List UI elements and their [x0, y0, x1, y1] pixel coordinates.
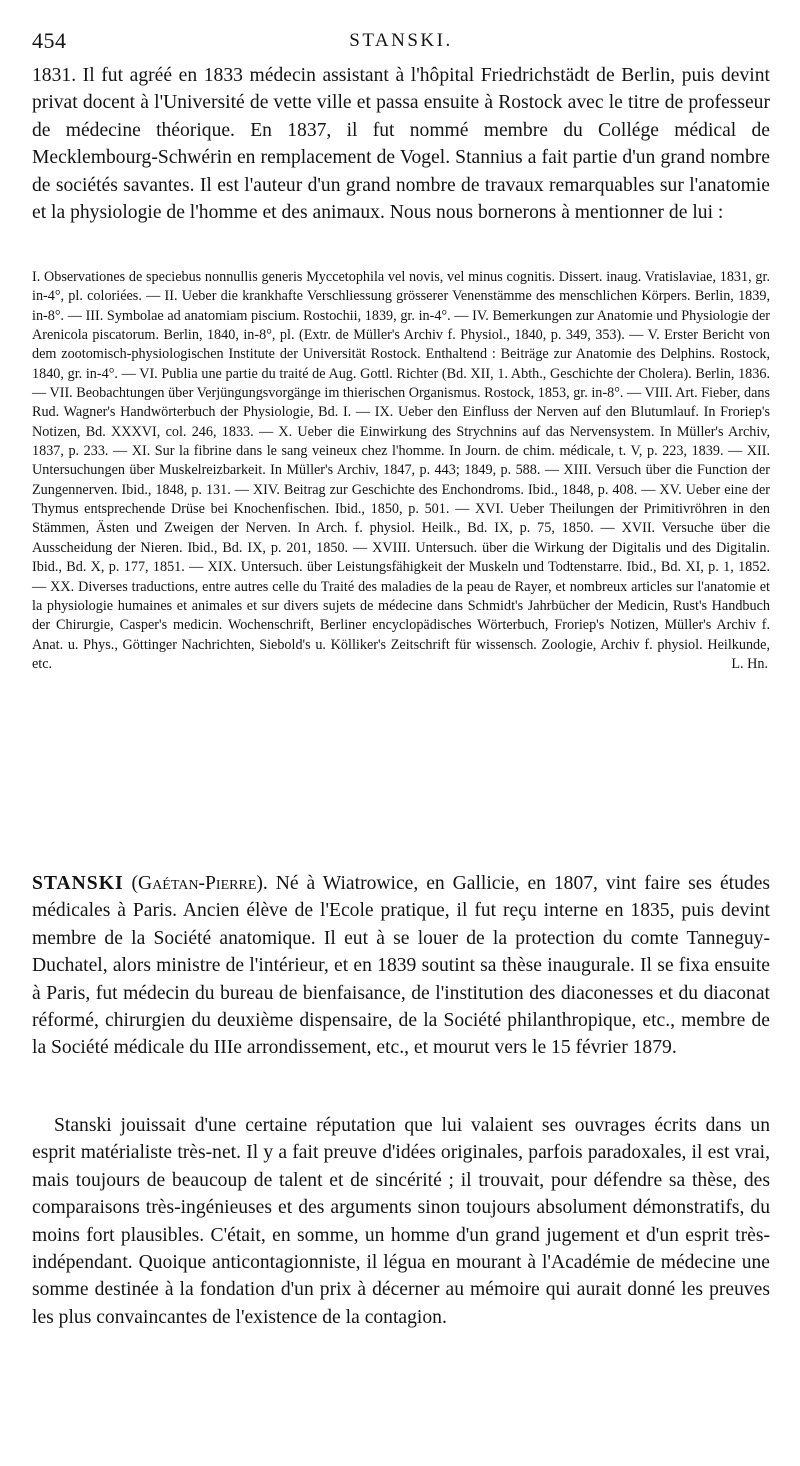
author-signature: L. Hn. — [731, 656, 768, 673]
stannius-continuation-paragraph: 1831. Il fut agréé en 1833 médecin assistant à l'hôpital Friedrichstädt de Berlin, puis devint privat docent à l'Université de vette ville et passa ensuite à Rostock avec le titre de professeur de médecine théorique. En 1837, il fut nommé membre du Collége médical de Mecklembourg-Schwérin en remplacement de Vogel. Stannius a fait partie d'un grand nombre de sociétés savantes. Il est l'auteur d'un grand nombre de travaux remarquables sur l'anatomie et la physiologie de l'homme et des animaux. Nous nous bornerons à mentionner de lui : — [32, 65, 770, 224]
stanski-assessment-paragraph: Stanski jouissait d'une certaine réputation que lui valaient ses ouvrages écrits dans un esprit matérialiste très-net. Il y a fait preuve d'idées originales, parfois paradoxales, il est vrai, mais toujours de beaucoup de talent et de sincérité ; il trouvait, pour défendre sa thèse, des comparaisons très-ingénieuses et des arguments sinon toujours absolument démonstratifs, du moins fort plausibles. C'était, en somme, un homme d'un grand jugement et d'un esprit très-indépendant. Quoique anticontagionniste, il légua en mourant à l'Académie de médecine une somme destinée à la fondation d'un prix à décerner au mémoire qui aurait donné les preuves les plus convaincantes de l'existence de la contagion. — [32, 1115, 770, 1328]
entry-first-names: (Gaétan-Pierre). — [131, 873, 268, 894]
stannius-bibliography — [32, 268, 770, 675]
stanski-entry-paragraph — [32, 870, 770, 1062]
entry-headword: STANSKI — [32, 873, 124, 894]
page-header — [32, 28, 770, 58]
page-number: 454 — [32, 28, 67, 53]
entry-biography-text: Né à Wiatrowice, en Gallicie, en 1807, vint faire ses études médicales à Paris. Ancien élève de l'Ecole pratique, il fut reçu interne en 1835, puis devint membre de la Société anatomique. Il eut à se louer de la protection du comte Tanneguy-Duchatel, alors ministre de l'intérieur, et en 1839 soutint sa thèse inaugurale. Il se fixa ensuite à Paris, fut médecin du bureau de bienfaisance, de l'institution des diaconesses et du diaconat réformé, chirurgien du deuxième dispensaire, de la Société philanthropique, etc., membre de la Société médicale du IIIe arrondissement, etc., et mourut vers le 15 février 1879. — [32, 873, 771, 1059]
running-title: STANSKI. — [349, 30, 453, 51]
bibliography-text: I. Observationes de speciebus nonnullis generis Myccetophila vel novis, vel minus cognitis. Dissert. inaug. Vratislaviae, 1831, gr. in-4°, pl. coloriées. — II. Ueber die krankhafte Verschliessung grösserer Venenstämme des menschlichen Körpers. Berlin, 1839, in-8°. — III. Symbolae ad anatomiam piscium. Rostochii, 1839, gr. in-4°. — IV. Bemerkungen zur Anatomie und Physiologie der Arenicola piscatorum. Berlin, 1840, in-8°, pl. (Extr. de Müller's Archiv f. Physiol., 1840, p. 349, 353). — V. Erster Bericht von dem zootomisch-physiologischen Institute der Universität Rostock. Enthaltend : Beiträge zur Anatomie des Delphins. Rostock, 1840, gr. in-4°. — VI. Publia une partie du traité de Aug. Gottl. Richter (Bd. XII, 1. Abth., Geschichte der Cholera). Berlin, 1836. — VII. Beobachtungen über Verjüngungsvorgänge im thierischen Organismus. Rostock, 1853, gr. in-8°. — VIII. Art. Fieber, dans Rud. Wagner's Handwörterbuch der Physiologie, Bd. I. — IX. Ueber den Einfluss der Nerven auf den Blutumlauf. In Froriep's Notizen, Bd. XXXVI, col. 246, 1833. — X. Ueber die Einwirkung des Strychnins auf das Nervensystem. In Müller's Archiv, 1837, p. 233. — XI. Sur la fibrine dans le sang veineux chez l'homme. In Journ. de chim. médicale, t. V, p. 223, 1839. — XII. Untersuchungen über Muskelreizbarkeit. In Müller's Archiv, 1847, p. 443; 1849, p. 588. — XIII. Versuch über die Function der Zungennerven. Ibid., 1848, p. 131. — XIV. Beitrag zur Geschichte des Enchondroms. Ibid., 1848, p. 408. — XV. Ueber eine der Thymus entsprechende Drüse bei Knochenfischen. Ibid., 1850, p. 501. — XVI. Ueber Theilungen der Primitivröhren in den Stämmen, Ästen und Zweigen der Nerven. In Arch. f. physiol. Heilk., Bd. IX, p. 75, 1850. — XVII. Versuche über die Ausscheidung der Nieren. Ibid., Bd. IX, p. 201, 1850. — XVIII. Untersuch. über die Wirkung der Digitalis und des Digitalin. Ibid., Bd. X, p. 177, 1851. — XIX. Untersuch. über Leistungsfähigkeit der Muskeln und Todtenstarre. Ibid., Bd. XI, p. 1, 1852. — XX. Diverses traductions, entre autres celle du Traité des maladies de la peau de Rayer, et nombreux articles sur l'anatomie et la physiologie humaines et animales et sur divers sujets de médecine dans Schmidt's Jahrbücher der Medicin, Rust's Handbuch der Chirurgie, Casper's medicin. Wochenschrift, Berliner encyclopädisches Wörterbuch, Froriep's Notizen, Müller's Archiv f. Anat. u. Phys., Göttinger Nachrichten, Siebold's u. Kölliker's Zeitschrift für wissensch. Zoologie, Archiv f. physiol. Heilkunde, etc. — [32, 269, 770, 672]
